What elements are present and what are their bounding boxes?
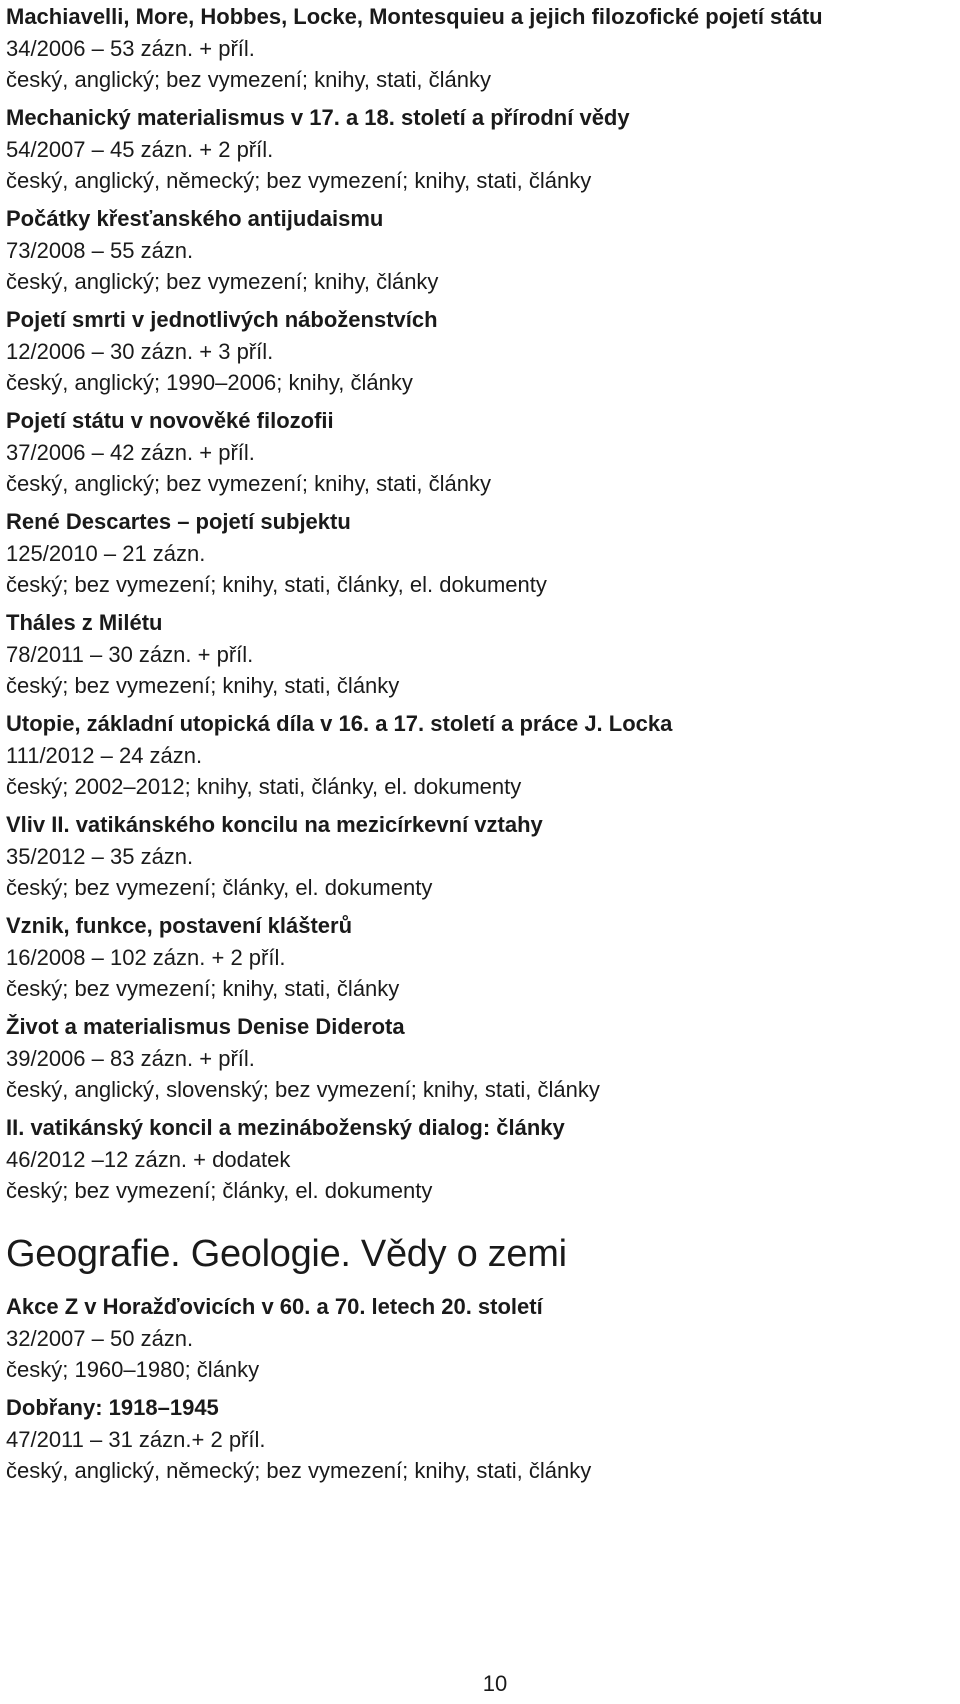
entry-record-count: 46/2012 –12 zázn. + dodatek (6, 1147, 291, 1172)
entry-record-count: 39/2006 – 83 zázn. + příl. (6, 1046, 255, 1071)
bibliography-entry (6, 1290, 956, 1385)
entry-record-count: 111/2012 – 24 zázn. (6, 743, 203, 768)
entry-title: Machiavelli, More, Hobbes, Locke, Montesquieu a jejich filozofické pojetí státu (6, 4, 823, 29)
bibliography-entry (6, 1010, 956, 1105)
entry-details: český, anglický; bez vymezení; knihy, stati, články (6, 67, 491, 92)
entry-title: Vznik, funkce, postavení klášterů (6, 913, 353, 938)
entry-details: český, anglický, německý; bez vymezení; knihy, stati, články (6, 1458, 592, 1483)
bibliography-entry (6, 707, 956, 802)
entry-details: český; bez vymezení; články, el. dokumenty (6, 1178, 433, 1203)
entry-details: český; 1960–1980; články (6, 1357, 260, 1382)
entry-record-count: 32/2007 – 50 zázn. (6, 1326, 194, 1351)
entry-title: Počátky křesťanského antijudaismu (6, 206, 384, 231)
entry-list-philosophy (6, 0, 956, 1206)
entry-details: český; bez vymezení; knihy, stati, články (6, 673, 400, 698)
entry-record-count: 34/2006 – 53 zázn. + příl. (6, 36, 255, 61)
entry-record-count: 47/2011 – 31 zázn.+ 2 příl. (6, 1427, 266, 1452)
entry-details: český; bez vymezení; knihy, stati, články (6, 976, 400, 1001)
bibliography-entry (6, 909, 956, 1004)
bibliography-entry (6, 1391, 956, 1486)
entry-title: Dobřany: 1918–1945 (6, 1395, 219, 1420)
bibliography-entry (6, 606, 956, 701)
entry-title: Mechanický materialismus v 17. a 18. století a přírodní vědy (6, 105, 630, 130)
page-content (6, 0, 956, 1486)
entry-title: Vliv II. vatikánského koncilu na mezicírkevní vztahy (6, 812, 543, 837)
entry-details: český, anglický; bez vymezení; knihy, stati, články (6, 471, 491, 496)
entry-list-geography (6, 1290, 956, 1486)
entry-record-count: 12/2006 – 30 zázn. + 3 příl. (6, 339, 274, 364)
entry-details: český, anglický, slovenský; bez vymezení; knihy, stati, články (6, 1077, 600, 1102)
entry-details: český; 2002–2012; knihy, stati, články, el. dokumenty (6, 774, 522, 799)
page-number: 10 (482, 1671, 508, 1696)
entry-record-count: 73/2008 – 55 zázn. (6, 238, 194, 263)
entry-record-count: 78/2011 – 30 zázn. + příl. (6, 642, 254, 667)
entry-details: český, anglický, německý; bez vymezení; knihy, stati, články (6, 168, 592, 193)
entry-title: Tháles z Milétu (6, 610, 163, 635)
entry-details: český, anglický; bez vymezení; knihy, články (6, 269, 439, 294)
bibliography-entry (6, 0, 956, 95)
entry-record-count: 37/2006 – 42 zázn. + příl. (6, 440, 255, 465)
entry-title: II. vatikánský koncil a mezináboženský dialog: články (6, 1115, 565, 1140)
entry-title: Utopie, základní utopická díla v 16. a 17. století a práce J. Locka (6, 711, 673, 736)
entry-record-count: 35/2012 – 35 zázn. (6, 844, 194, 869)
bibliography-entry (6, 1111, 956, 1206)
entry-details: český, anglický; 1990–2006; knihy, články (6, 370, 413, 395)
entry-title: Pojetí smrti v jednotlivých náboženstvích (6, 307, 438, 332)
bibliography-entry (6, 303, 956, 398)
entry-title: Akce Z v Horažďovicích v 60. a 70. letech 20. století (6, 1294, 543, 1319)
entry-details: český; bez vymezení; knihy, stati, články, el. dokumenty (6, 572, 547, 597)
entry-record-count: 54/2007 – 45 zázn. + 2 příl. (6, 137, 274, 162)
entry-title: René Descartes – pojetí subjektu (6, 509, 351, 534)
bibliography-entry (6, 202, 956, 297)
bibliography-entry (6, 808, 956, 903)
entry-details: český; bez vymezení; články, el. dokumenty (6, 875, 433, 900)
bibliography-entry (6, 101, 956, 196)
entry-record-count: 16/2008 – 102 zázn. + 2 příl. (6, 945, 286, 970)
entry-title: Pojetí státu v novověké filozofii (6, 408, 334, 433)
entry-record-count: 125/2010 – 21 zázn. (6, 541, 206, 566)
section-heading: Geografie. Geologie. Vědy o zemi (6, 1233, 567, 1275)
bibliography-entry (6, 505, 956, 600)
entry-title: Život a materialismus Denise Diderota (6, 1014, 405, 1039)
bibliography-entry (6, 404, 956, 499)
